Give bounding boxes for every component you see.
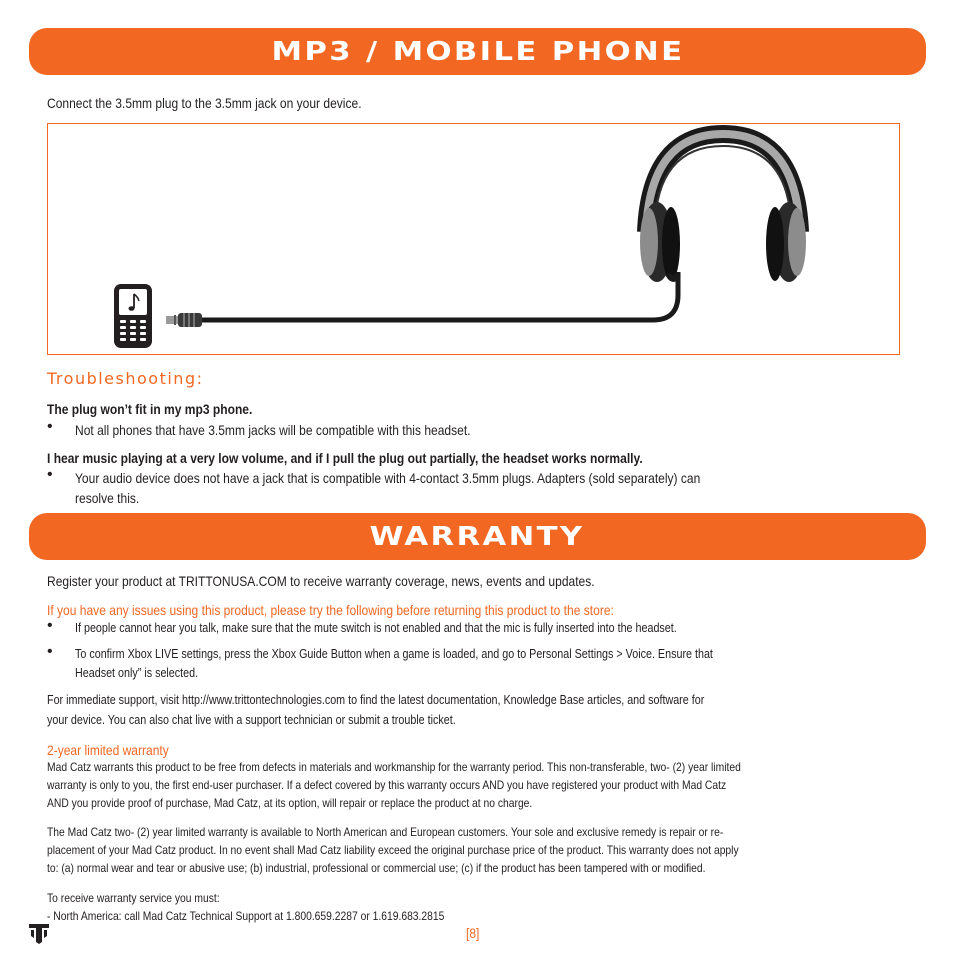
issue-1-question: The plug won’t fit in my mp3 phone. [47, 401, 253, 417]
troubleshooting-heading: Troubleshooting: [47, 369, 204, 388]
xbox-live-tip-line2: Headset only” is selected. [75, 666, 199, 680]
mobile-phone-icon [114, 284, 152, 348]
xbox-live-tip-line1: To confirm Xbox LIVE settings, press the Xbox Guide Button when a game is loaded, and go to Personal Settings > Voice. Ensure that [75, 647, 713, 661]
headset-icon [640, 134, 806, 282]
diagram-illustration [48, 124, 901, 356]
audio-plug-icon [166, 272, 678, 327]
warranty-paragraph-2 [47, 823, 739, 877]
paragraph-line: warranty is only to you, the first end-user purchaser. If a defect covered by this warranty occurs AND you have registered your product with Mad Catz [47, 778, 727, 792]
mute-switch-tip: If people cannot hear you talk, make sure that the mute switch is not enabled and that the mic is fully inserted into the headset. [75, 621, 677, 635]
section-title: MP3 / MOBILE PHONE [271, 36, 684, 67]
warranty-paragraph-3 [47, 889, 444, 925]
tritton-logo-icon [29, 924, 49, 944]
register-text: Register your product at TRITTONUSA.COM to receive warranty coverage, news, events and updates. [47, 573, 595, 589]
page-number: [8] [466, 925, 480, 941]
issue-2-question: I hear music playing at a very low volume, and if I pull the plug out partially, the headset works normally. [47, 450, 643, 466]
bullet-icon: • [47, 617, 53, 634]
issues-heading: If you have any issues using this product, please try the following before returning this product to the store: [47, 602, 614, 618]
bullet-icon: • [47, 466, 53, 483]
bullet-icon: • [47, 418, 53, 435]
paragraph-line: Mad Catz warrants this product to be free from defects in materials and workmanship for the warranty period. This non-transferable, two- (2) year limited [47, 760, 741, 774]
support-line2: your device. You can also chat live with a support technician or submit a trouble ticket. [47, 713, 456, 727]
mp3-mobile-phone-banner [29, 28, 926, 75]
warranty-paragraph-1 [47, 758, 741, 812]
warranty-banner [29, 513, 926, 560]
connect-instruction: Connect the 3.5mm plug to the 3.5mm jack on your device. [47, 95, 362, 111]
connection-diagram [47, 123, 900, 355]
paragraph-line: AND you provide proof of purchase, Mad Catz, at its option, will repair or replace the product at no charge. [47, 796, 533, 810]
limited-warranty-heading: 2-year limited warranty [47, 742, 169, 758]
section-title: WARRANTY [370, 521, 585, 552]
issue-2-answer-line2: resolve this. [75, 490, 140, 506]
bullet-icon: • [47, 643, 53, 660]
support-line1: For immediate support, visit http://www.trittontechnologies.com to find the latest documentation, Knowledge Base articles, and software for [47, 693, 705, 707]
paragraph-line: To receive warranty service you must: [47, 891, 220, 905]
paragraph-line: - North America: call Mad Catz Technical Support at 1.800.659.2287 or 1.619.683.2815 [47, 909, 445, 923]
cable [202, 272, 678, 320]
paragraph-line: to: (a) normal wear and tear or abusive use; (b) industrial, professional or commercial use; (c) if the product has been tampered with or modified. [47, 861, 706, 875]
paragraph-line: placement of your Mad Catz product. In no event shall Mad Catz liability exceed the original purchase price of the product. This warranty does not apply [47, 843, 739, 857]
issue-1-answer: Not all phones that have 3.5mm jacks will be compatible with this headset. [75, 422, 471, 438]
issue-2-answer-line1: Your audio device does not have a jack that is compatible with 4-contact 3.5mm plugs. Adapters (sold separately) can [75, 470, 701, 486]
paragraph-line: The Mad Catz two- (2) year limited warranty is available to North American and European customers. Your sole and exclusive remedy is repair or re- [47, 825, 724, 839]
